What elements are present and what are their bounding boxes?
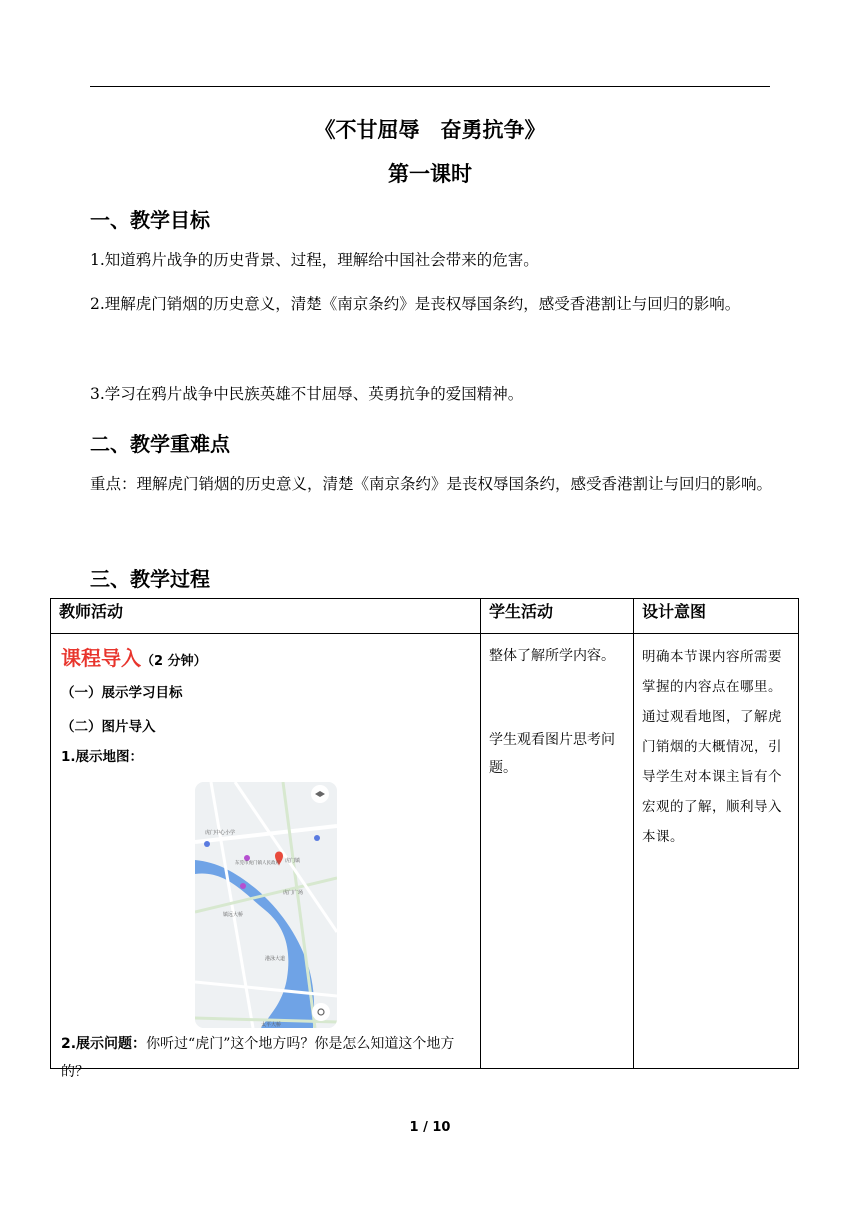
header-design-intent: 设计意图 [634, 599, 799, 634]
document-title: 《不甘屈辱 奋勇抗争》 [314, 118, 546, 142]
teacher-activity-cell [51, 634, 481, 1080]
map-label: 镇远大桥 [223, 912, 244, 918]
map-label: 东莞市虎门镇人民政府 [235, 861, 280, 866]
header-student-activity: 学生活动 [481, 599, 634, 634]
question-text: 你听过“虎门”这个地方吗？你是怎么知道这个地方的？ [61, 1036, 455, 1080]
map-label: 虎门广场 [283, 890, 304, 896]
section-heading-key-points: 二、教学重难点 [90, 432, 230, 456]
objective-item-3: 3.学习在鸦片战争中民族英雄不甘屈辱、英勇抗争的爱国精神。 [90, 385, 524, 403]
student-text-2: 学生观看图片思考问题。 [489, 732, 615, 776]
intro-title: 课程导入 [61, 646, 141, 670]
header-rule [90, 86, 770, 87]
map-label: 虎门中心小学 [205, 830, 236, 836]
intro-duration: （2 分钟） [141, 654, 207, 669]
document-subtitle: 第一课时 [388, 162, 472, 186]
locate-icon[interactable] [312, 1003, 330, 1021]
page-number: 1 / 10 [409, 1120, 451, 1135]
question-block [61, 1030, 471, 1086]
poi-icon [204, 841, 210, 847]
show-map-label: 1.展示地图： [61, 749, 144, 765]
intro-line [61, 642, 470, 671]
map-image [195, 782, 337, 1028]
table-header-row [51, 599, 799, 634]
lesson-table [50, 598, 799, 1080]
header-teacher-activity: 教师活动 [51, 599, 481, 634]
student-text-1: 整体了解所学内容。 [489, 648, 615, 664]
objective-item-1: 1.知道鸦片战争的历史背景、过程，理解给中国社会带来的危害。 [90, 251, 539, 269]
section-heading-objectives: 一、教学目标 [90, 208, 210, 232]
poi-icon [240, 883, 246, 889]
section-heading-process: 三、教学过程 [90, 567, 210, 591]
map-label: 港泳大道 [265, 956, 286, 962]
teacher-item-1: （一）展示学习目标 [61, 685, 183, 701]
teacher-item-2: （二）图片导入 [61, 719, 156, 735]
key-points-text: 重点：理解虎门销烟的历史意义，清楚《南京条约》是丧权辱国条约，感受香港割让与回归的影响。 [90, 475, 773, 493]
design-text-2: 通过观看地图，了解虎门销烟的大概情况，引导学生对本课主旨有个宏观的了解，顺利导入本课。 [642, 709, 782, 845]
table-row [51, 634, 799, 1069]
student-activity-cell [481, 634, 634, 1069]
objective-item-2: 2.理解虎门销烟的历史意义，清楚《南京条约》是丧权辱国条约，感受香港割让与回归的影响。 [90, 295, 741, 313]
map-label: 太平大桥 [261, 1022, 282, 1028]
question-label: 2.展示问题： [61, 1036, 147, 1052]
design-text-1: 明确本节课内容所需要掌握的内容点在哪里。 [642, 649, 782, 695]
map-label: 虎门镇 [285, 858, 301, 864]
design-intent-cell [634, 634, 799, 1069]
poi-icon [314, 835, 320, 841]
